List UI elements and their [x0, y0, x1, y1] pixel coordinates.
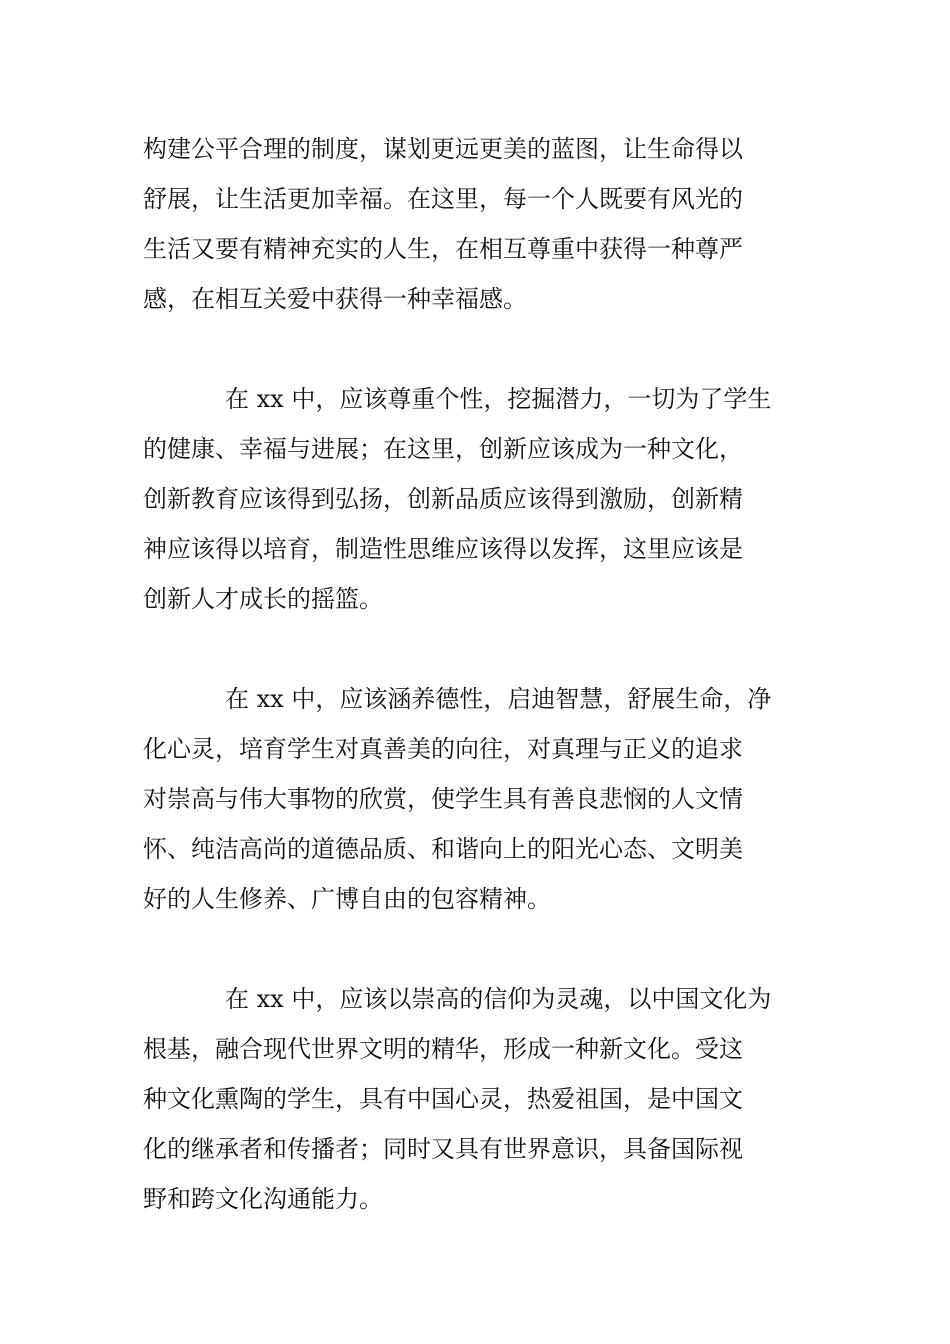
paragraph-line: 好的人生修养、广博自由的包容精神。: [143, 885, 551, 913]
paragraph-line: 野和跨文化沟通能力。: [143, 1185, 383, 1213]
paragraph-line: 创新人才成长的摇篮。: [143, 585, 383, 613]
paragraph-line: 在 xx 中，应该尊重个性，挖掘潜力，一切为了学生: [225, 385, 772, 413]
paragraph-line: 构建公平合理的制度，谋划更远更美的蓝图，让生命得以: [143, 135, 743, 163]
paragraph-3: [143, 674, 807, 924]
paragraph-1: [143, 124, 807, 324]
paragraph-line: 神应该得以培育，制造性思维应该得以发挥，这里应该是: [143, 535, 743, 563]
paragraph-line: 种文化熏陶的学生，具有中国心灵，热爱祖国，是中国文: [143, 1085, 743, 1113]
paragraph-line: 感，在相互关爱中获得一种幸福感。: [143, 285, 527, 313]
paragraph-line: 对崇高与伟大事物的欣赏，使学生具有善良悲悯的人文情: [143, 785, 743, 813]
paragraph-line: 创新教育应该得到弘扬，创新品质应该得到激励，创新精: [143, 485, 743, 513]
paragraph-line: 化的继承者和传播者；同时又具有世界意识，具备国际视: [143, 1135, 743, 1163]
paragraph-line: 化心灵，培育学生对真善美的向往，对真理与正义的追求: [143, 735, 743, 763]
paragraph-line: 根基，融合现代世界文明的精华，形成一种新文化。受这: [143, 1035, 743, 1063]
paragraph-2: [143, 374, 807, 624]
paragraph-line: 的健康、幸福与进展；在这里，创新应该成为一种文化，: [143, 435, 743, 463]
paragraph-line: 舒展，让生活更加幸福。在这里，每一个人既要有风光的: [143, 185, 743, 213]
paragraph-line: 怀、纯洁高尚的道德品质、和谐向上的阳光心态、文明美: [143, 835, 743, 863]
paragraph-4: [143, 974, 807, 1224]
paragraph-line: 生活又要有精神充实的人生，在相互尊重中获得一种尊严: [143, 235, 743, 263]
paragraph-line: 在 xx 中，应该涵养德性，启迪智慧，舒展生命，净: [225, 685, 772, 713]
paragraph-line: 在 xx 中，应该以崇高的信仰为灵魂，以中国文化为: [225, 985, 772, 1013]
